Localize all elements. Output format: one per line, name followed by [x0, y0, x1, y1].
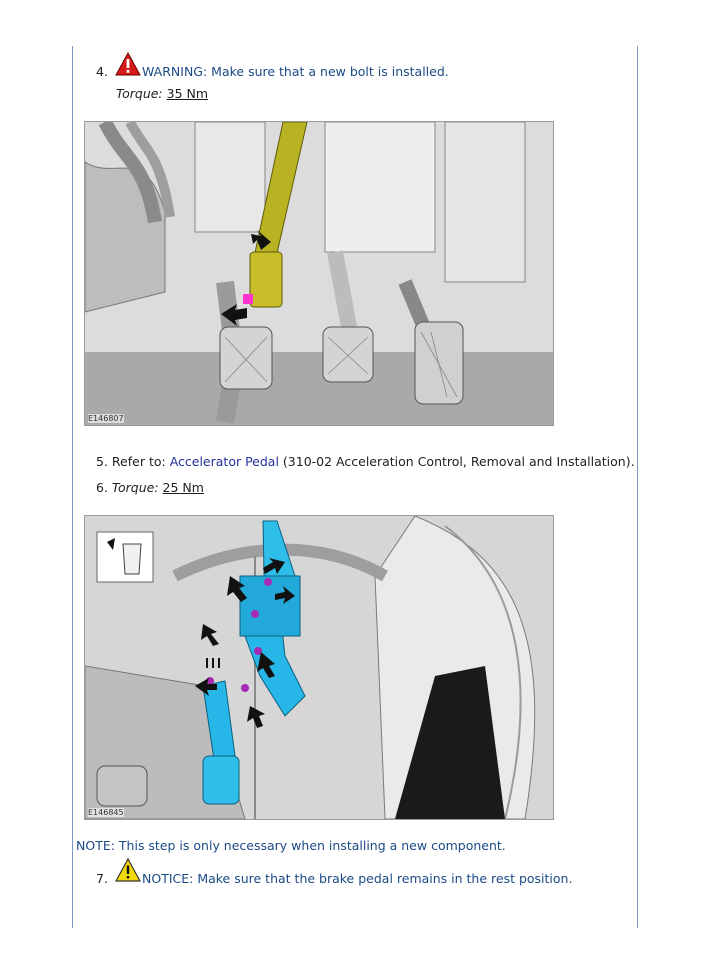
step-number: 7. [96, 871, 108, 886]
torque-value: 35 Nm [166, 86, 209, 101]
torque-value: 25 Nm [162, 480, 204, 495]
note-text: NOTE: This step is only necessary when installing a new component. [76, 838, 506, 853]
torque-label: Torque: [116, 86, 163, 101]
page-right-rule [637, 46, 638, 928]
figure-code: E146807 [88, 414, 124, 423]
torque-line [116, 86, 208, 101]
notice-text: NOTICE: Make sure that the brake pedal remains in the rest position. [142, 871, 573, 886]
accelerator-pedal-link[interactable]: Accelerator Pedal [169, 454, 279, 469]
refer-prefix: Refer to: [111, 454, 166, 469]
step-number: 6. [96, 480, 108, 495]
torque-label: Torque: [111, 480, 159, 495]
step-6 [96, 480, 204, 495]
refer-suffix: (310-02 Acceleration Control, Removal and Installation). [282, 454, 635, 469]
figure-pedal-box-bolt [84, 121, 554, 426]
warning-icon [115, 52, 141, 79]
step-number: 4. [96, 64, 108, 79]
step-number: 5. [96, 454, 108, 469]
page-left-rule [72, 46, 73, 928]
notice-icon [115, 858, 141, 885]
figure-brake-pedal-assembly [84, 515, 554, 820]
figure-code: E146845 [88, 808, 124, 817]
warning-text: WARNING: Make sure that a new bolt is installed. [142, 64, 449, 79]
step-5 [96, 454, 635, 469]
